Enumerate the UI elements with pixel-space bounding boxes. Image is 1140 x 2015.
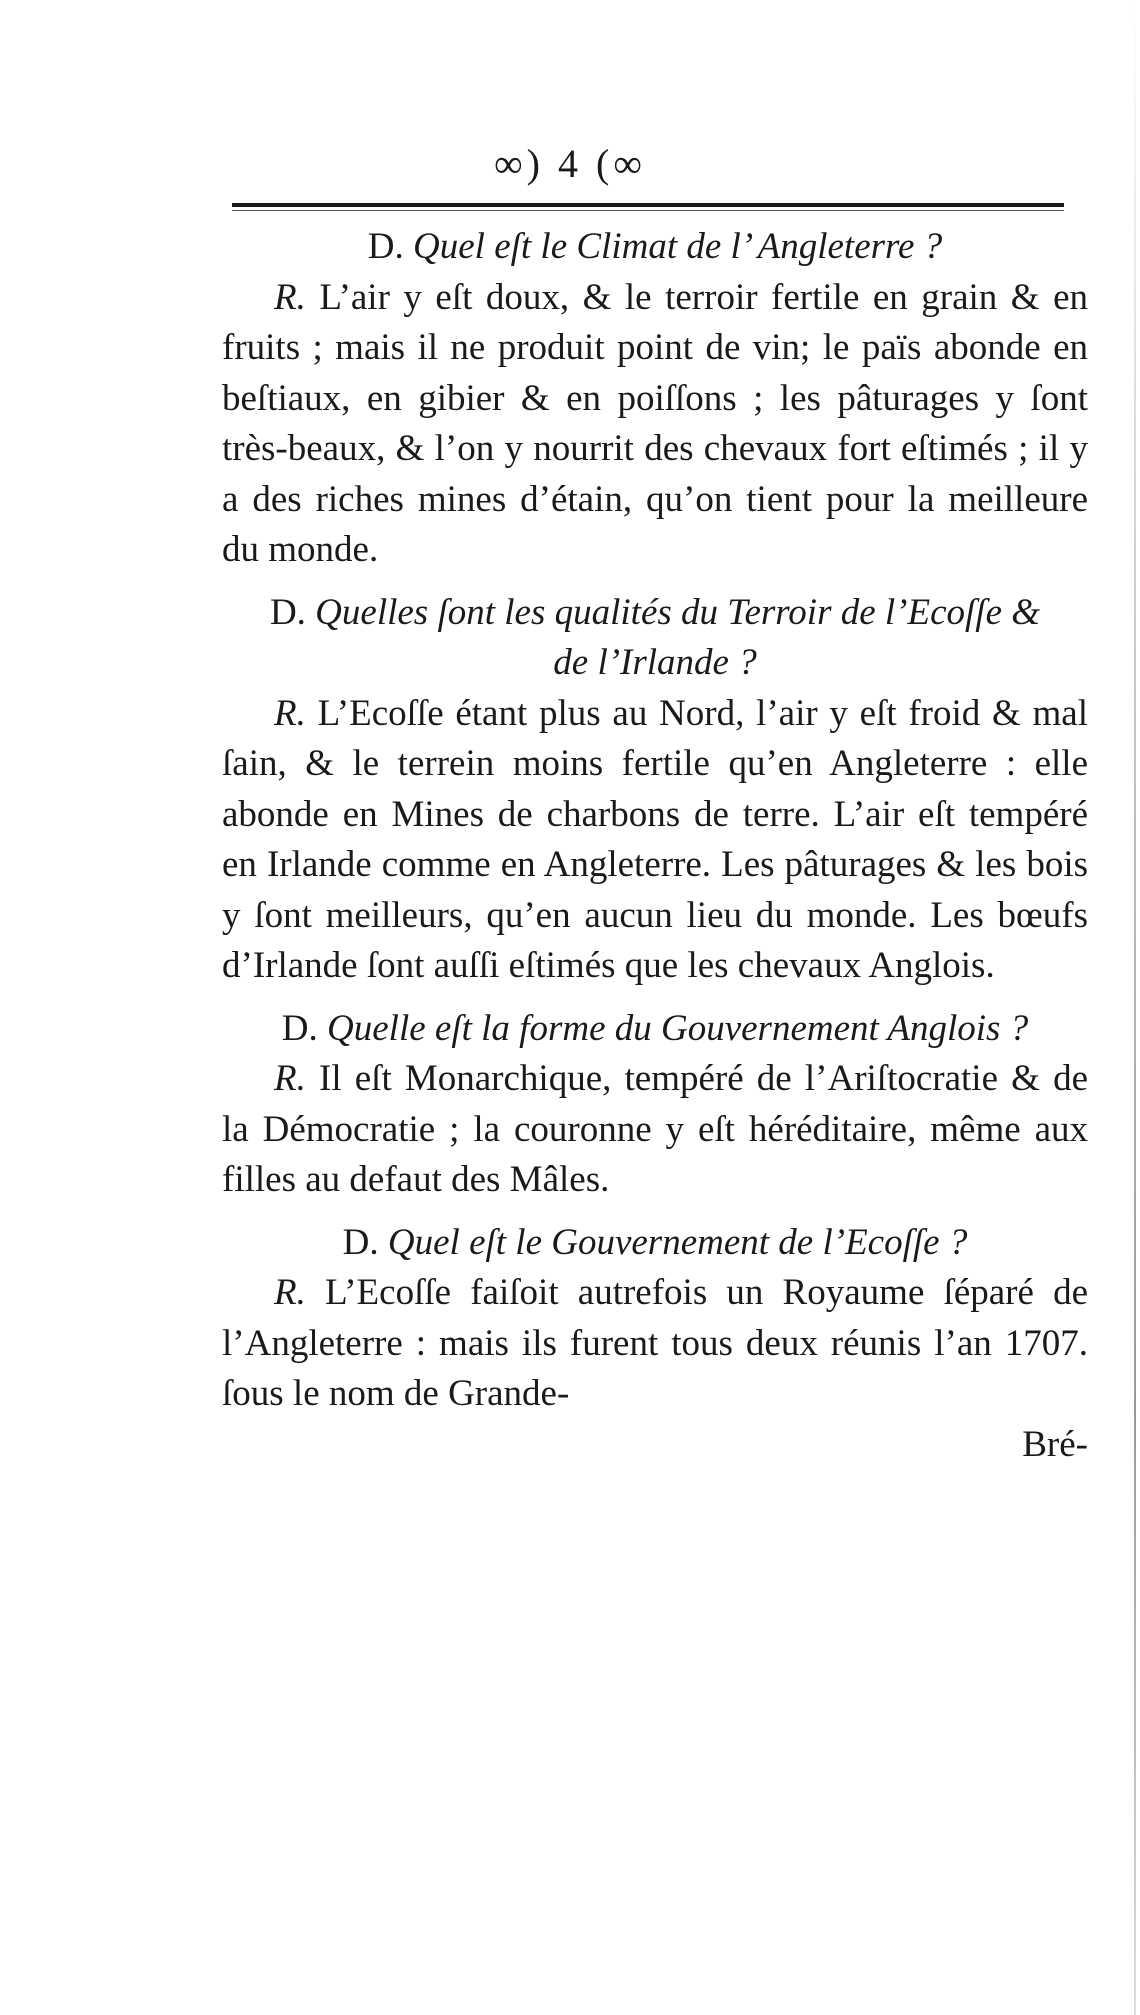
- question-2: D. Quelles ſont les qualités du Terroir de l’Ecoſſe & de l’Irlande ?: [269, 591, 1041, 683]
- question-4: D. Quel eſt le Gouvernement de l’Ecoſſe ?: [342, 1221, 968, 1263]
- page-edge: [1134, 0, 1136, 2015]
- answer-1: R. L’air y eſt doux, & le terroir fertile en grain & en fruits ; mais il ne produit point de vin; le païs abonde en beſtiaux, en gibier & en poiſſons ; les pâturages y ſont très-beaux, & l’on y nourrit des chevaux fort eſtimés ; il y a des riches mines d’étain, qu’on tient pour la meilleure du monde.: [222, 276, 1088, 570]
- answer-2: R. L’Ecoſſe étant plus au Nord, l’air y eſt froid & mal ſain, & le terrein moins fertile qu’en Angleterre : elle abonde en Mines de charbons de terre. L’air eſt tempéré en Irlande comme en Angleterre. Les pâturages & les bois y ſont meilleurs, qu’en aucun lieu du monde. Les bœufs d’Irlande ſont auſſi eſtimés que les chevaux Anglois.: [222, 692, 1088, 986]
- answer-3: R. Il eſt Monarchique, tempéré de l’Ariſtocratie & de la Démocratie ; la couronne y eſt héréditaire, même aux filles au defaut des Mâles.: [222, 1058, 1088, 1200]
- running-head: ∞) 4 (∞: [494, 141, 646, 186]
- question-3: D. Quelle eſt la forme du Gouvernement Anglois ?: [281, 1007, 1029, 1049]
- header-rule-thin: [232, 210, 1064, 211]
- header-rule: [232, 203, 1064, 207]
- catchword: Bré-: [1022, 1423, 1088, 1465]
- body-text: [222, 222, 1088, 1470]
- answer-4: R. L’Ecoſſe faiſoit autrefois un Royaume ſéparé de l’Angleterre : mais ils furent tous deux réunis l’an 1707. ſous le nom de Grande-: [222, 1272, 1088, 1414]
- question-1: D. Quel eſt le Climat de l’ Angleterre ?: [367, 226, 943, 267]
